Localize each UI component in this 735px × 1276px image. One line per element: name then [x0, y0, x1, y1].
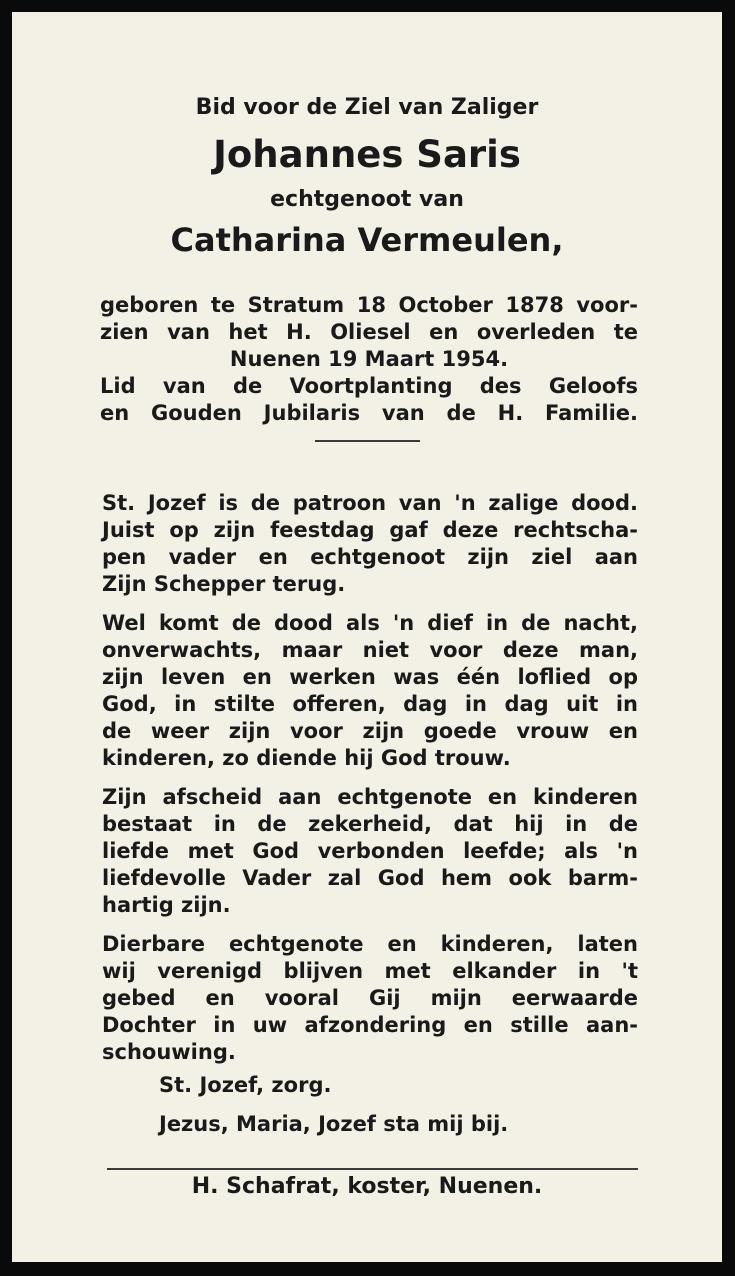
prayer-line: Jezus, Maria, Jozef sta mij bij. — [159, 1112, 509, 1136]
text-line: onverwachts, maar niet voor deze man, — [102, 638, 638, 662]
spouse-name: Catharina Vermeulen, — [170, 221, 564, 259]
paragraph-death — [102, 610, 638, 772]
memorial-text — [102, 490, 638, 1078]
text-line: kinderen, zo diende hij God trouw. — [102, 746, 511, 770]
spouse-of-line: echtgenoot van — [270, 187, 464, 212]
text-line: liefdevolle Vader zal God hem ook barm- — [102, 866, 638, 890]
divider-long — [107, 1168, 638, 1170]
text-line: Dierbare echtgenote en kinderen, laten — [102, 932, 638, 956]
divider-short — [315, 440, 420, 442]
text-line: Dochter in uw afzondering en stille aan- — [102, 1013, 638, 1037]
closing-prayers — [159, 1072, 508, 1150]
card-heading — [12, 92, 722, 262]
prayer-line: St. Jozef, zorg. — [159, 1073, 332, 1097]
text-line: de weer zijn voor zijn goede vrouw en — [102, 719, 638, 743]
pray-line: Bid voor de Ziel van Zaliger — [195, 95, 539, 120]
text-line: Wel komt de dood als 'n dief in de nacht, — [102, 611, 638, 635]
text-line: God, in stilte offeren, dag in dag uit in — [102, 692, 638, 716]
printer-credit: H. Schafrat, koster, Nuenen. — [191, 1174, 543, 1199]
paragraph-family — [102, 931, 638, 1066]
text-line: Zijn afscheid aan echtgenote en kinderen — [102, 785, 638, 809]
text-line: gebed en vooral Gij mijn eerwaarde — [102, 986, 638, 1010]
bio-line: en Gouden Jubilaris van de H. Familie. — [100, 401, 638, 425]
text-line: wij verenigd blijven met elkander in 't — [102, 959, 638, 983]
bio-line: zien van het H. Oliesel en overleden te — [100, 320, 638, 344]
text-line: hartig zijn. — [102, 893, 231, 917]
text-line: schouwing. — [102, 1040, 236, 1064]
text-line: zijn leven en werken was één loflied op — [102, 665, 638, 689]
biography — [100, 292, 638, 427]
bio-line: Lid van de Voortplanting des Geloofs — [100, 374, 638, 398]
text-line: Zijn Schepper terug. — [102, 572, 346, 596]
paragraph-patron — [102, 490, 638, 598]
text-line: Juist op zijn feestdag gaf deze rechtscha- — [102, 518, 638, 542]
bio-line: geboren te Stratum 18 October 1878 voor- — [100, 293, 638, 317]
memorial-card — [12, 12, 722, 1262]
text-line: bestaat in de zekerheid, dat hij in de — [102, 812, 638, 836]
paragraph-farewell — [102, 784, 638, 919]
bio-line: Nuenen 19 Maart 1954. — [229, 347, 509, 371]
text-line: pen vader en echtgenoot zijn ziel aan — [102, 545, 638, 569]
deceased-name: Johannes Saris — [213, 133, 521, 176]
text-line: St. Jozef is de patroon van 'n zalige dood. — [102, 491, 638, 515]
text-line: liefde met God verbonden leefde; als 'n — [102, 839, 638, 863]
